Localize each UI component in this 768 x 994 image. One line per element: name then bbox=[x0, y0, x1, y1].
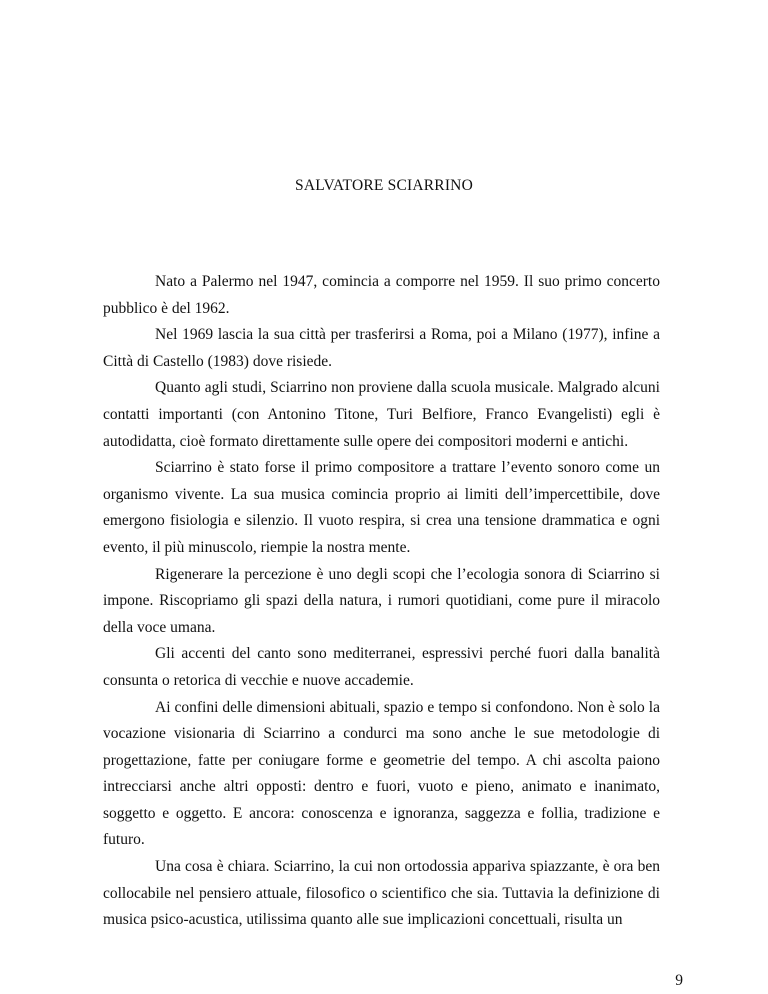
page-number: 9 bbox=[675, 972, 683, 989]
paragraph-2: Nel 1969 lascia la sua città per trasferirsi a Roma, poi a Milano (1977), infine a Città di Castello (1983) dove risiede. bbox=[103, 326, 660, 370]
body-text bbox=[103, 269, 660, 934]
paragraph-1: Nato a Palermo nel 1947, comincia a comporre nel 1959. Il suo primo concerto pubblico è del 1962. bbox=[103, 273, 660, 317]
paragraph-5: Rigenerare la percezione è uno degli scopi che l’ecologia sonora di Sciarrino si impone. Riscopriamo gli spazi della natura, i rumori quotidiani, come pure il miracolo della voce umana. bbox=[103, 565, 660, 636]
paragraph-8: Una cosa è chiara. Sciarrino, la cui non ortodossia appariva spiazzante, è ora ben collocabile nel pensiero attuale, filosofico o scientifico che sia. Tuttavia la definizione di musica psico-acustica, utilissima quanto alle sue implicazioni concettuali, risulta un bbox=[103, 858, 660, 929]
paragraph-6: Gli accenti del canto sono mediterranei, espressivi perché fuori dalla banalità consunta o retorica di vecchie e nuove accademie. bbox=[103, 645, 660, 689]
paragraph-4: Sciarrino è stato forse il primo compositore a trattare l’evento sonoro come un organismo vivente. La sua musica comincia proprio ai limiti dell’impercettibile, dove emergono fisiologia e silenzio. Il vuoto respira, si crea una tensione drammatica e ogni evento, il più minuscolo, riempie la nostra mente. bbox=[103, 459, 660, 556]
page-title: SALVATORE SCIARRINO bbox=[295, 177, 473, 194]
paragraph-3: Quanto agli studi, Sciarrino non proviene dalla scuola musicale. Malgrado alcuni contatti importanti (con Antonino Titone, Turi Belfiore, Franco Evangelisti) egli è autodidatta, cioè formato direttamente sulle opere dei compositori moderni e antichi. bbox=[103, 379, 660, 450]
paragraph-7: Ai confini delle dimensioni abituali, spazio e tempo si confondono. Non è solo la vocazione visionaria di Sciarrino a condurci ma sono anche le sue metodologie di progettazione, fatte per coniugare forme e geometrie del tempo. A chi ascolta paiono intrecciarsi anche altri opposti: dentro e fuori, vuoto e pieno, animato e inanimato, soggetto e oggetto. E ancora: conoscenza e ignoranza, saggezza e follia, tradizione e futuro. bbox=[103, 698, 660, 849]
